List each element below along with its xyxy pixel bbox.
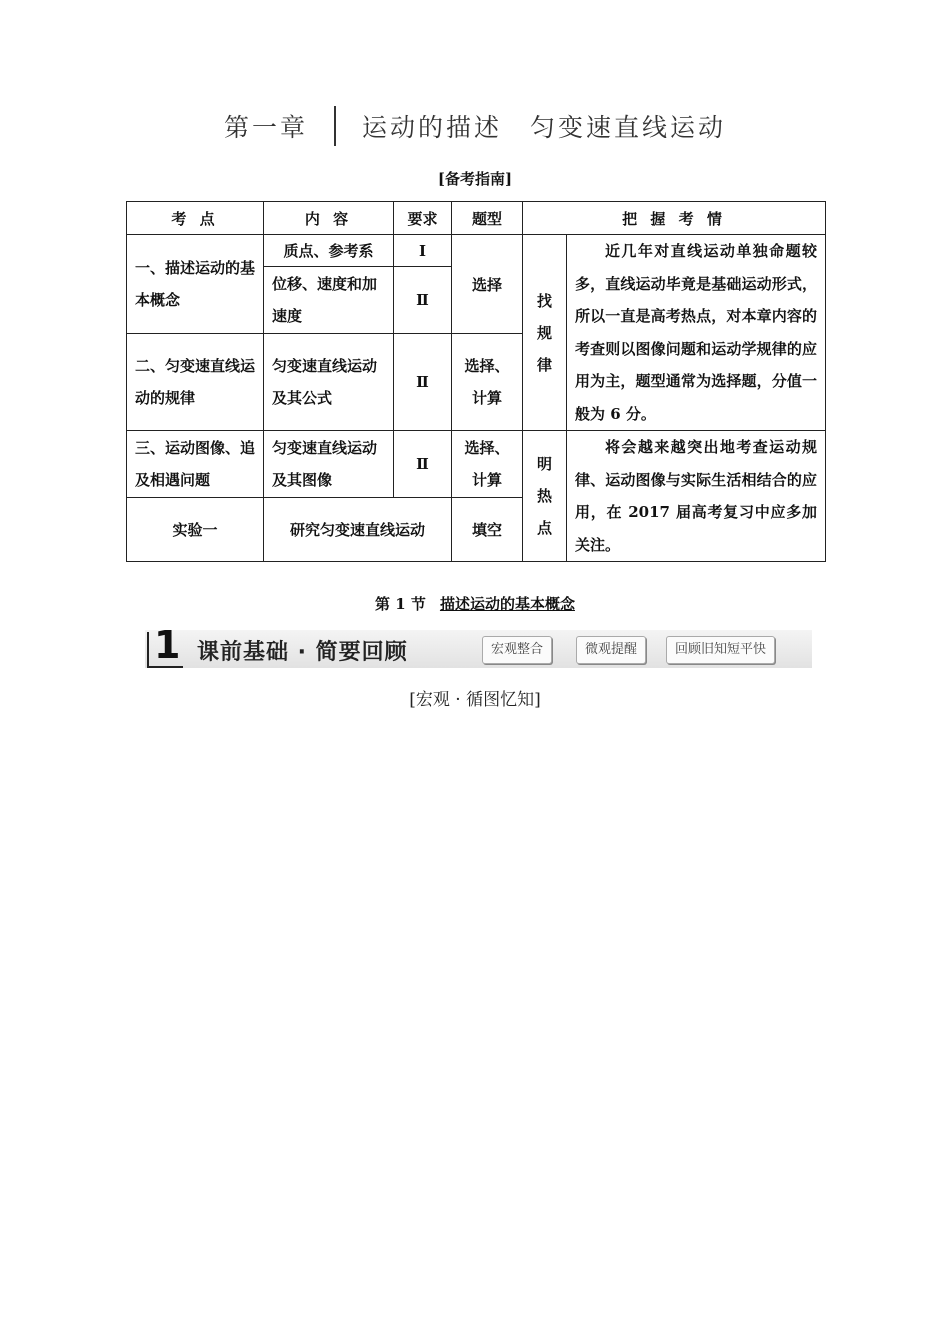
section-name: 描述运动的基本概念 [439,595,575,613]
table-header-row [127,202,826,235]
chapter-number: 第一章 [223,113,308,142]
point-cell: 一、描述运动的基本概念 [127,235,264,334]
review-button[interactable]: 回顾旧知短平快 [666,636,775,664]
side-label-char: 点 [536,519,552,537]
content-cell: 质点、参考系 [264,235,394,267]
side-label-cell [523,235,567,431]
chapter-title [0,106,950,146]
type-cell: 选择、计算 [452,431,523,498]
side-label-char: 热 [536,487,552,505]
exam-guide-table [126,201,826,562]
section-number: 第 1 节 [375,595,426,613]
header-type: 题型 [452,202,523,235]
level-cell: Ⅱ [394,334,452,431]
side-label-cell [523,431,567,562]
side-label-char: 规 [536,323,552,342]
side-label-char: 找 [536,291,552,310]
type-cell: 选择 [452,235,523,334]
section-number-icon [145,623,183,670]
side-text-cell: 近几年对直线运动单独命题较多，直线运动毕竟是基础运动形式，所以一直是高考热点，对本章内容的考查则以图像问题和运动学规律的应用为主，题型通常为选择题，分值一般为 6 分。 [567,235,826,431]
point-cell: 二、匀变速直线运动的规律 [127,334,264,431]
recall-heading: [宏观 · 循图忆知] [409,690,541,710]
header-point: 考 点 [127,202,264,235]
level-cell: Ⅱ [394,431,452,498]
point-cell: 实验一 [127,497,264,562]
header-content: 内 容 [264,202,394,235]
section-title [0,593,950,614]
chapter-name: 运动的描述 匀变速直线运动 [362,113,727,142]
type-cell: 选择、计算 [452,334,523,431]
level-cell: Ⅱ [394,267,452,334]
micro-reminder-button[interactable]: 微观提醒 [576,636,646,664]
title-divider [334,106,336,146]
side-text-cell: 将会越来越突出地考查运动规律、运动图像与实际生活相结合的应用，在 2017 届高考复习中应多加关注。 [567,431,826,562]
header-level: 要求 [394,202,452,235]
header-grasp: 把 握 考 情 [523,202,826,235]
level-cell: Ⅰ [394,235,452,267]
side-label-char: 明 [536,455,552,473]
side-label-char: 律 [536,355,552,374]
banner-number: 1 [154,623,181,667]
content-cell: 研究匀变速直线运动 [264,497,452,562]
point-cell: 三、运动图像、追及相遇问题 [127,431,264,498]
lesson-banner [145,623,812,668]
content-cell: 位移、速度和加速度 [264,267,394,334]
content-cell: 匀变速直线运动及其公式 [264,334,394,431]
table-row [127,235,826,267]
type-cell: 填空 [452,497,523,562]
banner-title: 课前基础 · 简要回顾 [197,640,408,665]
table-row [127,431,826,498]
guide-heading: [备考指南] [437,170,513,188]
macro-summary-button[interactable]: 宏观整合 [482,636,552,664]
content-cell: 匀变速直线运动及其图像 [264,431,394,498]
